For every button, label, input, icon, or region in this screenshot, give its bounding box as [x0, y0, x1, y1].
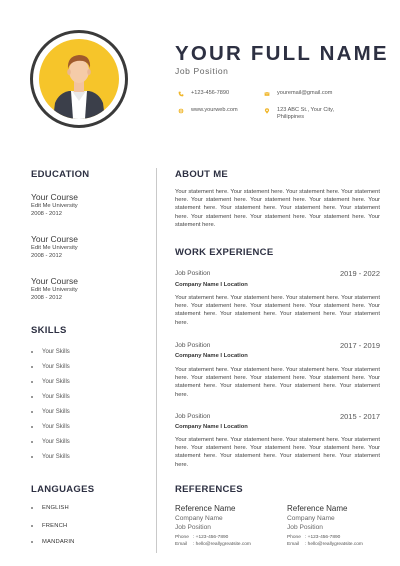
contact-phone — [178, 90, 229, 97]
bullet-icon — [31, 426, 33, 428]
skill-item — [31, 379, 70, 385]
bullet-icon — [31, 366, 33, 368]
work-company: Company Name I Location — [175, 282, 248, 288]
email-label: Email — [175, 541, 187, 547]
bullet-icon — [31, 411, 33, 413]
phone-label: Phone — [175, 535, 189, 540]
language-item — [31, 523, 67, 529]
bullet-icon — [31, 351, 33, 353]
address-line-1: 123 ABC St., Your City, — [277, 107, 335, 113]
job-position: Job Position — [175, 66, 229, 76]
skill-item — [31, 394, 70, 400]
contact-address — [264, 107, 334, 121]
reference-position: Job Position — [287, 524, 323, 531]
work-description: Your statement here. Your statement here. Your statement here. Your statement here. Your statement here. Your statement here. Your statement here. Your statement here. Your statement here. Your statement here. Your statement here. — [175, 295, 380, 326]
bullet-icon — [31, 456, 33, 458]
work-job-title: Job Position — [175, 270, 211, 277]
avatar — [39, 39, 119, 119]
contact-website — [178, 107, 238, 114]
university-name: Edit Me University — [31, 245, 78, 251]
bullet-icon — [31, 541, 33, 543]
person-avatar-illustration — [39, 39, 119, 119]
skill-label: Your Skills — [42, 394, 70, 400]
reference-phone-value: : +123-456-7890 — [305, 535, 341, 540]
website-text[interactable]: www.yourweb.com — [191, 107, 238, 113]
education-years: 2008 - 2012 — [31, 210, 62, 217]
address-text — [277, 107, 334, 121]
work-description: Your statement here. Your statement here. Your statement here. Your statement here. Your statement here. Your statement here. Your statement here. Your statement here. Your statement here. Your statement here. Your statement here. — [175, 437, 380, 468]
skill-label: Your Skills — [42, 454, 70, 460]
bullet-icon — [31, 507, 33, 509]
skill-item — [31, 439, 70, 445]
reference-position: Job Position — [175, 524, 211, 531]
location-pin-icon — [264, 108, 270, 114]
about-heading: ABOUT ME — [175, 169, 229, 180]
skill-item — [31, 349, 70, 355]
education-years: 2008 - 2012 — [31, 252, 62, 259]
skill-label: Your Skills — [42, 439, 70, 445]
education-item — [31, 276, 78, 302]
reference-name: Reference Name — [287, 504, 348, 513]
address-line-2: Philippines — [277, 114, 305, 120]
contact-email — [264, 90, 332, 97]
reference-email — [175, 542, 251, 549]
work-job-title: Job Position — [175, 413, 211, 420]
education-item — [31, 192, 78, 218]
language-item — [31, 539, 75, 545]
bullet-icon — [31, 381, 33, 383]
skill-item — [31, 454, 70, 460]
reference-name: Reference Name — [175, 504, 236, 513]
work-years: 2019 - 2022 — [339, 269, 380, 278]
skill-label: Your Skills — [42, 349, 70, 355]
language-label: ENGLISH — [42, 505, 69, 511]
bullet-icon — [31, 441, 33, 443]
education-heading: EDUCATION — [31, 169, 90, 180]
language-label: FRENCH — [42, 523, 68, 529]
university-name: Edit Me University — [31, 203, 78, 209]
reference-email-value[interactable]: : hello@reallygreatsite.com — [193, 541, 251, 547]
profile-photo-frame — [30, 30, 128, 128]
globe-icon — [178, 108, 184, 114]
reference-email — [287, 542, 363, 549]
phone-label: Phone — [287, 535, 301, 540]
email-text[interactable]: youremail@gmail.com — [277, 90, 333, 96]
skills-heading: SKILLS — [31, 325, 67, 336]
language-item — [31, 505, 69, 511]
work-description: Your statement here. Your statement here. Your statement here. Your statement here. Your statement here. Your statement here. Your statement here. Your statement here. Your statement here. Your statement here. Your statement here. — [175, 367, 380, 398]
course-name: Your Course — [31, 192, 78, 202]
references-heading: REFERENCES — [175, 484, 243, 495]
skill-label: Your Skills — [42, 409, 70, 415]
education-item — [31, 234, 78, 260]
phone-text: +123-456-7890 — [191, 90, 230, 96]
education-years: 2008 - 2012 — [31, 294, 62, 301]
work-years: 2017 - 2019 — [339, 341, 380, 350]
skill-label: Your Skills — [42, 379, 70, 385]
work-company: Company Name I Location — [175, 424, 248, 430]
column-divider — [156, 168, 157, 553]
phone-icon — [178, 91, 184, 97]
full-name: YOUR FULL NAME — [175, 42, 389, 65]
about-text: Your statement here. Your statement here. Your statement here. Your statement here. Your statement here. Your statement here. Your statement here. Your statement here. Your statement here. Your statement here. Your statement here. Your statement here. Your statement here. Your statement here. Your statement here. — [175, 189, 380, 228]
reference-company: Company Name — [175, 515, 223, 522]
reference-company: Company Name — [287, 515, 335, 522]
languages-heading: LANGUAGES — [31, 484, 95, 495]
language-label: MANDARIN — [42, 539, 75, 545]
skill-label: Your Skills — [42, 424, 70, 430]
skill-item — [31, 409, 70, 415]
reference-email-value[interactable]: : hello@reallygreatsite.com — [305, 541, 363, 547]
skill-item — [31, 424, 70, 430]
email-icon — [264, 91, 270, 97]
course-name: Your Course — [31, 276, 78, 286]
bullet-icon — [31, 525, 33, 527]
course-name: Your Course — [31, 234, 78, 244]
work-job-title: Job Position — [175, 342, 211, 349]
reference-card — [175, 504, 251, 548]
work-company: Company Name I Location — [175, 353, 248, 359]
university-name: Edit Me University — [31, 287, 78, 293]
skill-label: Your Skills — [42, 364, 70, 370]
reference-card — [287, 504, 363, 548]
bullet-icon — [31, 396, 33, 398]
email-label: Email — [287, 541, 299, 547]
work-heading: WORK EXPERIENCE — [175, 247, 274, 258]
skill-item — [31, 364, 70, 370]
work-years: 2015 - 2017 — [339, 412, 380, 421]
reference-phone-value: : +123-456-7890 — [193, 535, 229, 540]
